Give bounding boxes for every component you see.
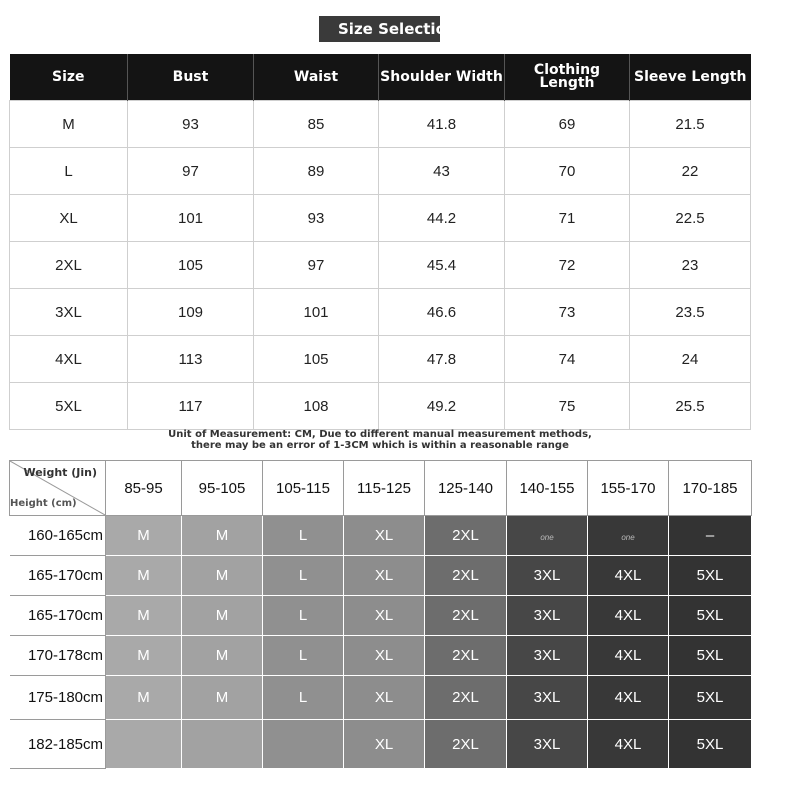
size-cell: L — [263, 636, 344, 676]
weight-range-header: 105-115 — [263, 461, 344, 516]
cell-size: 3XL — [10, 289, 128, 336]
cell-waist: 105 — [254, 336, 379, 383]
size-cell: 3XL — [507, 720, 588, 769]
size-cell — [106, 720, 182, 769]
size-cell-mark: one — [621, 533, 635, 542]
page-title: Size Selection — [338, 20, 457, 38]
size-cell: XL — [344, 720, 425, 769]
size-cell: 4XL — [588, 636, 669, 676]
weight-range-header: 170-185 — [669, 461, 752, 516]
size-cell: 5XL — [669, 556, 752, 596]
height-range-label: 165-170cm — [10, 596, 106, 636]
cell-bust: 113 — [128, 336, 254, 383]
table-row — [10, 383, 751, 430]
height-row — [10, 676, 752, 720]
size-cell: 3XL — [507, 676, 588, 720]
table-row — [10, 195, 751, 242]
size-cell: M — [106, 676, 182, 720]
cell-bust: 93 — [128, 101, 254, 148]
weight-header-row — [10, 461, 752, 516]
size-cell: M — [182, 596, 263, 636]
cell-length: 70 — [505, 148, 630, 195]
size-chart-header-row — [10, 54, 751, 101]
size-cell: L — [263, 596, 344, 636]
size-cell: 2XL — [425, 676, 507, 720]
size-cell: 5XL — [669, 720, 752, 769]
table-row — [10, 148, 751, 195]
size-cell — [263, 720, 344, 769]
weight-range-header: 95-105 — [182, 461, 263, 516]
cell-shoulder: 49.2 — [379, 383, 505, 430]
cell-size: 5XL — [10, 383, 128, 430]
size-cell: XL — [344, 596, 425, 636]
weight-range-header: 85-95 — [106, 461, 182, 516]
size-cell: M — [182, 556, 263, 596]
corner-cell — [10, 461, 106, 516]
weight-range-header: 155-170 — [588, 461, 669, 516]
cell-bust: 97 — [128, 148, 254, 195]
cell-size: XL — [10, 195, 128, 242]
cell-waist: 85 — [254, 101, 379, 148]
height-range-label: 175-180cm — [10, 676, 106, 720]
header-sleeve-length: Sleeve Length — [630, 54, 751, 101]
cell-sleeve: 21.5 — [630, 101, 751, 148]
header-clothing-length: Clothing Length — [505, 54, 630, 101]
cell-size: L — [10, 148, 128, 195]
height-row — [10, 596, 752, 636]
size-cell: 4XL — [588, 556, 669, 596]
table-row — [10, 336, 751, 383]
weight-axis-label: Weight (Jin) — [23, 466, 97, 479]
size-recommendation-table — [9, 460, 752, 769]
cell-waist: 108 — [254, 383, 379, 430]
size-cell-mark: one — [540, 533, 554, 542]
table-row — [10, 101, 751, 148]
size-cell: 4XL — [588, 720, 669, 769]
size-cell: 3XL — [507, 596, 588, 636]
weight-range-header: 115-125 — [344, 461, 425, 516]
weight-range-header: 125-140 — [425, 461, 507, 516]
measurement-note — [150, 429, 610, 451]
size-cell: M — [106, 636, 182, 676]
header-size: Size — [10, 54, 128, 101]
measurement-note-line-2: there may be an error of 1-3CM which is within a reasonable range — [191, 440, 569, 451]
height-row — [10, 636, 752, 676]
size-cell: 4XL — [588, 596, 669, 636]
cell-waist: 89 — [254, 148, 379, 195]
size-cell: L — [263, 676, 344, 720]
measurement-note-line-1: Unit of Measurement: CM, Due to different manual measurement methods, — [168, 429, 592, 440]
size-cell: L — [263, 516, 344, 556]
cell-length: 73 — [505, 289, 630, 336]
cell-bust: 101 — [128, 195, 254, 242]
size-cell: 4XL — [588, 676, 669, 720]
table-row — [10, 289, 751, 336]
height-row — [10, 556, 752, 596]
cell-length: 75 — [505, 383, 630, 430]
size-cell: M — [106, 556, 182, 596]
cell-size: M — [10, 101, 128, 148]
size-cell: 2XL — [425, 636, 507, 676]
height-range-label: 170-178cm — [10, 636, 106, 676]
cell-sleeve: 24 — [630, 336, 751, 383]
size-cell — [588, 516, 669, 556]
size-cell: XL — [344, 676, 425, 720]
cell-sleeve: 25.5 — [630, 383, 751, 430]
size-chart-table — [9, 54, 751, 430]
size-cell: XL — [344, 516, 425, 556]
size-cell: 5XL — [669, 676, 752, 720]
size-cell: – — [669, 516, 752, 556]
size-cell: 3XL — [507, 636, 588, 676]
cell-length: 71 — [505, 195, 630, 242]
cell-waist: 93 — [254, 195, 379, 242]
cell-waist: 101 — [254, 289, 379, 336]
size-cell: 2XL — [425, 720, 507, 769]
height-range-label: 182-185cm — [10, 720, 106, 769]
cell-bust: 109 — [128, 289, 254, 336]
cell-sleeve: 23 — [630, 242, 751, 289]
height-axis-label: Height (cm) — [10, 498, 77, 509]
header-bust: Bust — [128, 54, 254, 101]
cell-sleeve: 22 — [630, 148, 751, 195]
cell-length: 74 — [505, 336, 630, 383]
size-cell: M — [106, 516, 182, 556]
size-cell: 2XL — [425, 516, 507, 556]
cell-length: 69 — [505, 101, 630, 148]
cell-sleeve: 22.5 — [630, 195, 751, 242]
cell-shoulder: 43 — [379, 148, 505, 195]
cell-bust: 105 — [128, 242, 254, 289]
weight-range-header: 140-155 — [507, 461, 588, 516]
cell-length: 72 — [505, 242, 630, 289]
cell-shoulder: 47.8 — [379, 336, 505, 383]
header-shoulder-width: Shoulder Width — [379, 54, 505, 101]
cell-sleeve: 23.5 — [630, 289, 751, 336]
header-waist: Waist — [254, 54, 379, 101]
size-cell: M — [182, 676, 263, 720]
size-cell: 5XL — [669, 596, 752, 636]
size-cell: XL — [344, 636, 425, 676]
cell-bust: 117 — [128, 383, 254, 430]
size-cell: 3XL — [507, 556, 588, 596]
size-cell: M — [182, 636, 263, 676]
size-cell: M — [182, 516, 263, 556]
size-cell: 2XL — [425, 596, 507, 636]
height-range-label: 165-170cm — [10, 556, 106, 596]
cell-shoulder: 41.8 — [379, 101, 505, 148]
size-cell: 5XL — [669, 636, 752, 676]
size-cell: XL — [344, 556, 425, 596]
cell-shoulder: 46.6 — [379, 289, 505, 336]
size-cell: 2XL — [425, 556, 507, 596]
cell-size: 4XL — [10, 336, 128, 383]
size-cell: L — [263, 556, 344, 596]
size-cell — [507, 516, 588, 556]
height-row — [10, 720, 752, 769]
cell-shoulder: 44.2 — [379, 195, 505, 242]
cell-shoulder: 45.4 — [379, 242, 505, 289]
size-cell — [182, 720, 263, 769]
table-row — [10, 242, 751, 289]
cell-size: 2XL — [10, 242, 128, 289]
cell-waist: 97 — [254, 242, 379, 289]
size-cell: M — [106, 596, 182, 636]
height-row — [10, 516, 752, 556]
height-range-label: 160-165cm — [10, 516, 106, 556]
